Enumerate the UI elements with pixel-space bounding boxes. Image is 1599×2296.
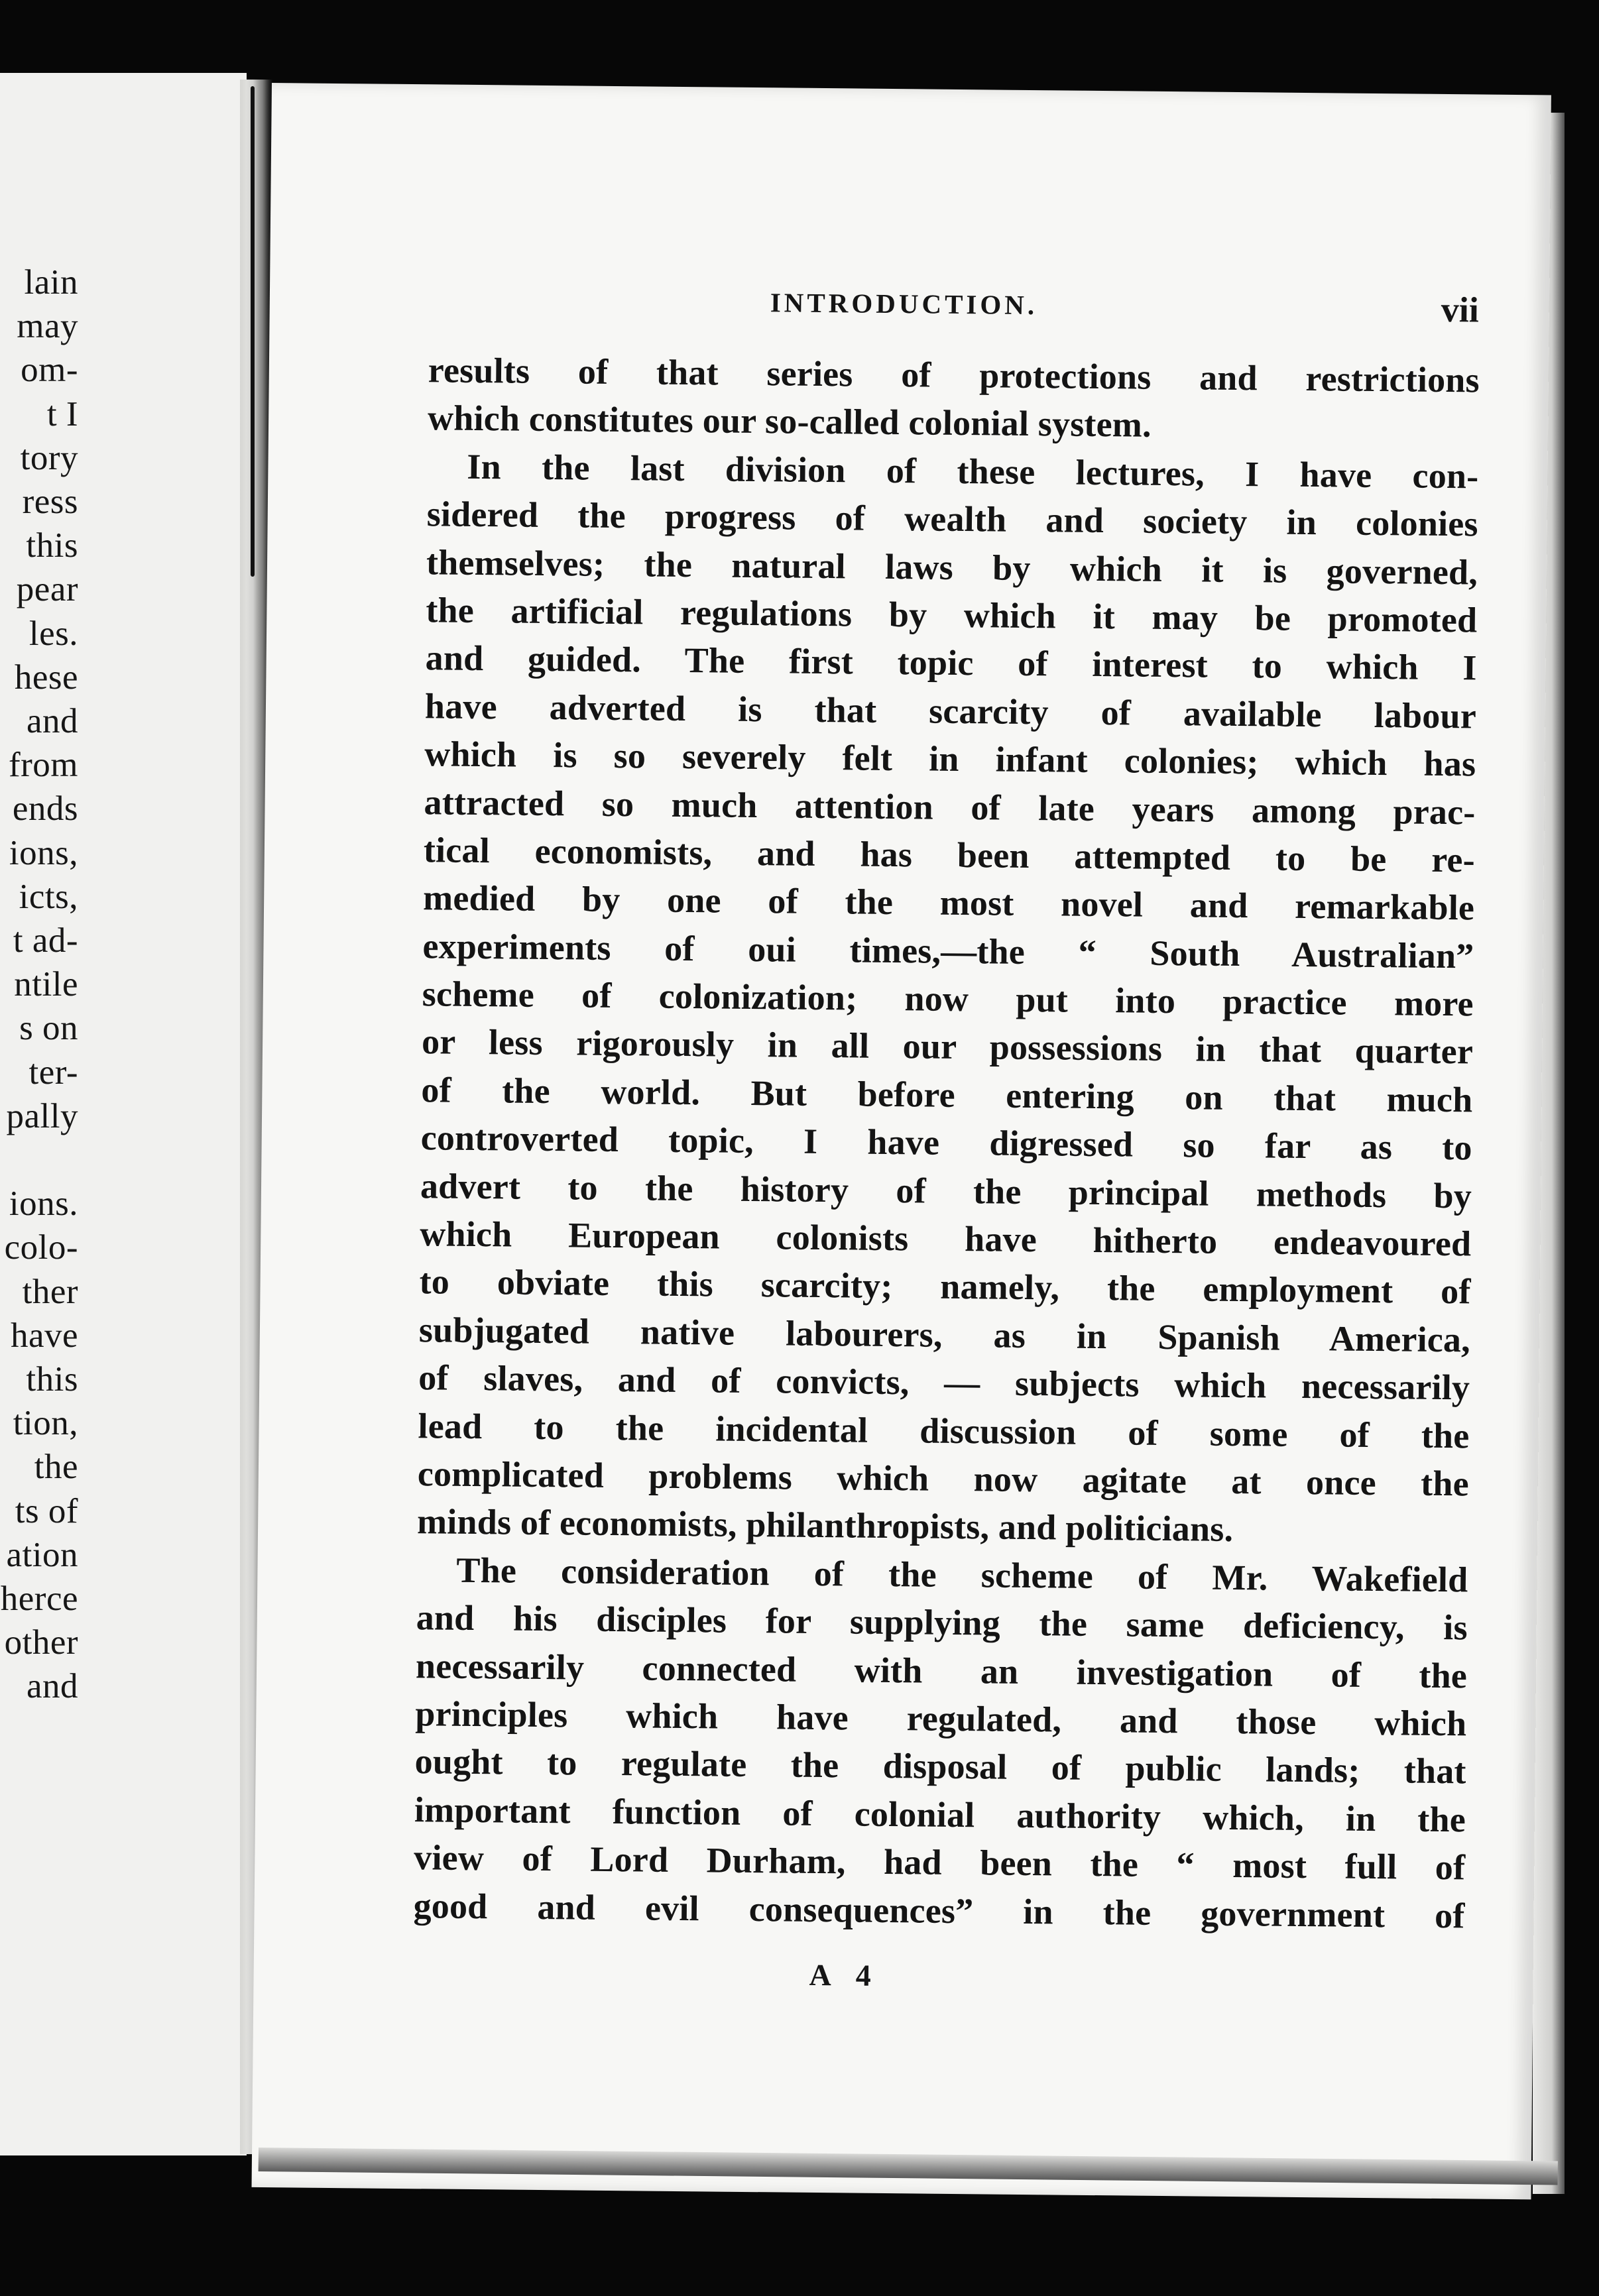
facing-page-fragment: ress xyxy=(22,483,78,521)
facing-page-fragment: t I xyxy=(46,394,78,433)
text-line: lead to the incidental discussion of some of the xyxy=(418,1405,1470,1456)
facing-page-fragment: ends xyxy=(12,789,78,829)
facing-page-fragment: this xyxy=(26,1360,78,1399)
text-line: have adverted is that scarcity of available labour xyxy=(424,685,1477,736)
facing-page-fragment: pally xyxy=(6,1096,78,1135)
text-line: which constitutes our so-called colonial system. xyxy=(427,398,1152,445)
facing-page-fragment: have xyxy=(10,1316,78,1355)
text-line: important function of colonial authority which, in the xyxy=(414,1789,1466,1840)
text-line: ought to regulate the disposal of public lands; that xyxy=(414,1741,1466,1792)
signature-mark: A 4 xyxy=(809,1957,881,1992)
book-page xyxy=(252,83,1551,2199)
text-line: and guided. The first topic of interest to which I xyxy=(425,638,1477,688)
text-line: of slaves, and of convicts, — subjects which necessarily xyxy=(418,1357,1470,1408)
facing-page-fragment: other xyxy=(4,1623,78,1662)
text-line: In the last division of these lectures, I have con- xyxy=(467,446,1479,496)
text-line: experiments of oui times,—the “ South Australian” xyxy=(422,925,1474,976)
facing-page-fragment: may xyxy=(17,307,78,346)
facing-page-fragment: ions. xyxy=(9,1184,78,1224)
facing-page-fragment: herce xyxy=(0,1579,78,1618)
text-line: minds of economists, philanthropists, and politicians. xyxy=(416,1501,1234,1550)
text-line: view of Lord Durham, had been the “ most full of xyxy=(414,1837,1466,1888)
facing-page-fragment: pear xyxy=(16,570,78,609)
text-line: complicated problems which now agitate at once the xyxy=(417,1454,1470,1504)
text-line: to obviate this scarcity; namely, the employment of xyxy=(419,1261,1471,1312)
text-line: subjugated native labourers, as in Spanish America, xyxy=(418,1310,1471,1360)
text-line: sidered the progress of wealth and society in colonies xyxy=(426,494,1478,544)
text-line: or less rigorously in all our possessions in that quarter xyxy=(421,1021,1474,1072)
text-line: results of that series of protections and restrictions xyxy=(428,350,1480,400)
text-line: which is so severely felt in infant colonies; which has xyxy=(424,734,1476,784)
facing-page-fragment: tory xyxy=(20,438,78,477)
facing-page-fragment: tion, xyxy=(13,1404,78,1443)
running-head xyxy=(270,282,1549,334)
body-text xyxy=(413,346,1480,1939)
text-line: good and evil consequences” in the government of xyxy=(413,1885,1465,1935)
facing-page-fragment: lain xyxy=(24,263,78,302)
text-line: the artificial regulations by which it may be promoted xyxy=(426,590,1478,640)
text-line: necessarily connected with an investigation of the xyxy=(415,1645,1468,1695)
facing-page-fragment: les. xyxy=(29,614,78,653)
facing-page-fragment: from xyxy=(8,746,78,785)
text-line: of the world. But before entering on that much xyxy=(421,1070,1473,1120)
facing-page-fragment: this xyxy=(26,526,78,565)
text-line: The consideration of the scheme of Mr. Wakefield xyxy=(456,1550,1468,1600)
page-number: vii xyxy=(1441,289,1480,330)
facing-page-fragment: colo- xyxy=(4,1228,78,1267)
text-line: tical economists, and has been attempted to be re- xyxy=(423,830,1476,880)
text-line: scheme of colonization; now put into practice more xyxy=(422,974,1474,1024)
facing-page-fragment: ntile xyxy=(14,965,78,1004)
facing-page-fragment: ther xyxy=(22,1272,78,1311)
binding-thread xyxy=(251,86,255,577)
text-line: and his disciples for supplying the same deficiency, is xyxy=(416,1597,1468,1648)
facing-page xyxy=(0,73,247,2155)
text-line: controverted topic, I have digressed so far as to xyxy=(420,1118,1472,1168)
facing-page-fragment: om- xyxy=(21,351,78,390)
facing-page-fragment: ation xyxy=(6,1535,78,1574)
facing-page-fragment: s on xyxy=(19,1009,78,1048)
text-line: which European colonists have hitherto endeavoured xyxy=(420,1214,1472,1264)
running-title: INTRODUCTION. xyxy=(770,287,1038,321)
facing-page-fragment: ter- xyxy=(29,1053,78,1092)
facing-page-fragment: t ad- xyxy=(13,921,78,960)
facing-page-fragment: ts of xyxy=(15,1491,78,1530)
text-line: advert to the history of the principal methods by xyxy=(420,1165,1472,1216)
facing-page-fragment: ions, xyxy=(9,833,78,872)
text-line: attracted so much attention of late years among prac- xyxy=(424,781,1476,832)
facing-page-fragment: hese xyxy=(14,658,78,697)
facing-page-fragment: and xyxy=(26,702,78,740)
text-line: themselves; the natural laws by which it is governed, xyxy=(426,542,1478,593)
facing-page-fragment: the xyxy=(34,1448,78,1487)
facing-page-fragment: and xyxy=(26,1667,78,1706)
text-line: medied by one of the most novel and remarkable xyxy=(422,878,1475,928)
facing-page-fragment: icts, xyxy=(19,877,78,916)
text-line: principles which have regulated, and those which xyxy=(415,1693,1467,1744)
